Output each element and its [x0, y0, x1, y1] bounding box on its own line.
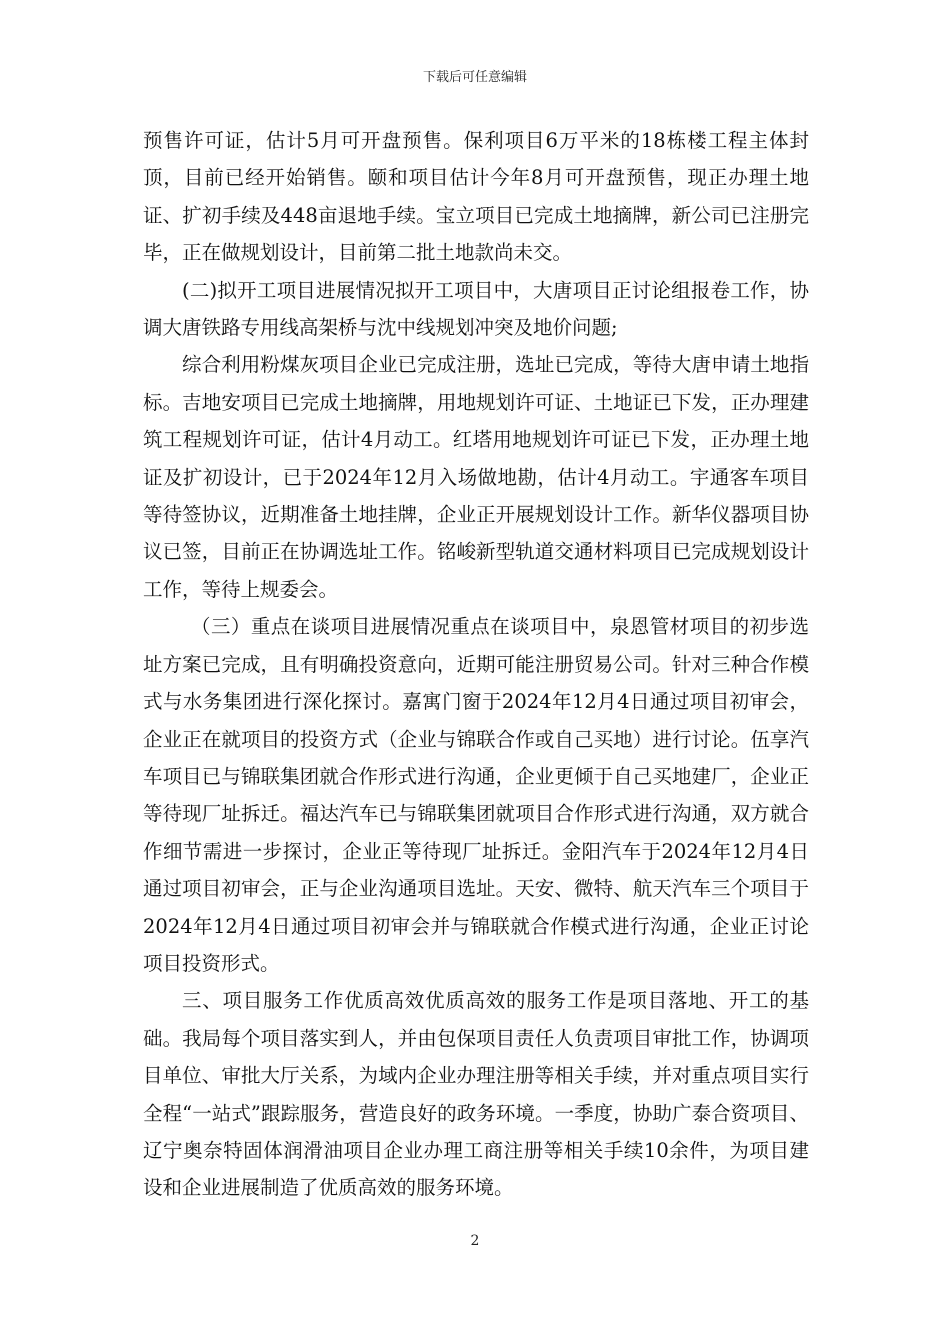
page-header: 下载后可任意编辑	[422, 70, 527, 85]
paragraph-presale-continuation: 预售许可证，估计5月可开盘预售。保利项目6万平米的18栋楼工程主体封顶，目前已经开始销售。颐和项目估计今年8月可开盘预售，现正办理土地证、扩初手续及448亩退地手续。宝立项目已完成土地摘牌，新公司已注册完毕，正在做规划设计，目前第二批土地款尚未交。	[143, 129, 809, 265]
paragraph-project-services: 三、项目服务工作优质高效优质高效的服务工作是项目落地、开工的基础。我局每个项目落实到人，并由包保项目责任人负责项目审批工作，协调项目单位、审批大厅关系，为域内企业办理注册等相关手续，并对重点项目实行全程“一站式”跟踪服务，营造良好的政务环境。一季度，协助广泰合资项目、辽宁奥奈特固体润滑油项目企业办理工商注册等相关手续10余件，为项目建设和企业进展制造了优质高效的服务环境。	[143, 989, 809, 1200]
page-number: 2	[470, 1233, 480, 1249]
paragraph-planned-projects: (二)拟开工项目进展情况拟开工项目中，大唐项目正讨论组报卷工作，协调大唐铁路专用线高架桥与沈中线规划冲突及地价问题;	[143, 278, 809, 340]
document-body	[143, 122, 809, 1207]
paragraph-fly-ash-project: 综合利用粉煤灰项目企业已完成注册，选址已完成，等待大唐申请土地指标。吉地安项目已完成土地摘牌，用地规划许可证、土地证已下发，正办理建筑工程规划许可证，估计4月动工。红塔用地规划许可证已下发，正办理土地证及扩初设计，已于2024年12月入场做地勘，估计4月动工。宇通客车项目等待签协议，近期准备土地挂牌，企业正开展规划设计工作。新华仪器项目协议已签，目前正在协调选址工作。铭峻新型轨道交通材料项目已完成规划设计工作，等待上规委会。	[143, 353, 809, 601]
paragraph-key-negotiation-projects: （三）重点在谈项目进展情况重点在谈项目中，泉恩管材项目的初步选址方案已完成，且有明确投资意向，近期可能注册贸易公司。针对三种合作模式与水务集团进行深化探讨。嘉寓门窗于2024年12月4日通过项目初审会，企业正在就项目的投资方式（企业与锦联合作或自己买地）进行讨论。伍享汽车项目已与锦联集团就合作形式进行沟通，企业更倾于自己买地建厂，企业正等待现厂址拆迁。福达汽车已与锦联集团就项目合作形式进行沟通，双方就合作细节需进一步探讨，企业正等待现厂址拆迁。金阳汽车于2024年12月4日通过项目初审会，正与企业沟通项目选址。天安、微特、航天汽车三个项目于2024年12月4日通过项目初审会并与锦联就合作模式进行沟通，企业正讨论项目投资形式。	[143, 615, 809, 975]
